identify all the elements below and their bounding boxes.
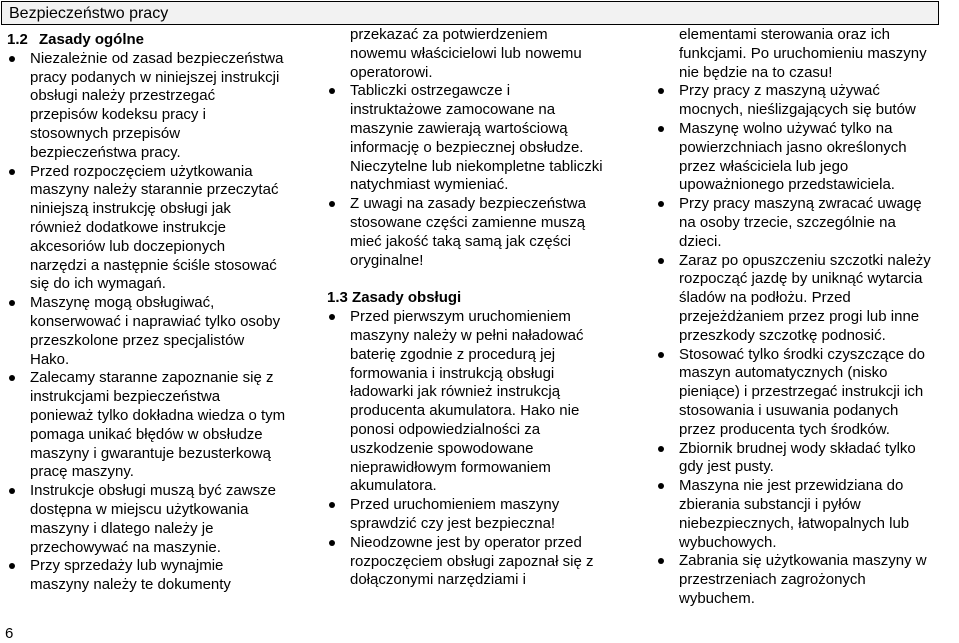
bullet-list: [6, 50, 316, 595]
text-line: instrukcjami bezpieczeństwa: [30, 388, 221, 406]
text-line: nieprawidłowym formowaniem: [350, 458, 551, 476]
list-item: [326, 534, 636, 590]
text-line: maszyny należy te dokumenty: [30, 576, 231, 594]
header-title: Bezpieczeństwo pracy: [9, 5, 169, 22]
bullet-icon: [9, 169, 15, 175]
text-line: elementami sterowania oraz ich: [679, 26, 890, 43]
text-line: przez właściciela lub jego: [679, 157, 849, 175]
text-line: pracę maszyny.: [30, 463, 134, 481]
text-line: sprawdzić czy jest bezpieczna!: [350, 514, 556, 532]
column-3: [655, 26, 959, 609]
text-line: stosowania i usuwania podanych: [679, 401, 899, 419]
text-line: natychmiast wymieniać.: [350, 176, 509, 194]
section-title: Zasady ogólne: [39, 31, 145, 48]
text-line: Przed rozpoczęciem użytkowania: [30, 162, 253, 180]
text-line: Zbiornik brudnej wody składać tylko: [679, 439, 916, 457]
list-item: [655, 252, 959, 346]
list-item: [6, 557, 316, 595]
section-title: Zasady obsługi: [352, 289, 462, 307]
bullet-list: [326, 308, 636, 590]
text-line: wybuchowych.: [679, 533, 777, 551]
text-line: akcesoriów lub doczepionych: [30, 237, 226, 255]
list-item: [655, 120, 959, 195]
list-item: [6, 50, 316, 163]
bullet-icon: [658, 352, 664, 358]
text-line: Instrukcje obsługi muszą być zawsze: [30, 482, 276, 500]
text-line: dołączonymi narzędziami i: [350, 571, 526, 589]
text-line: obsługi należy przestrzegać: [30, 87, 216, 105]
continuation-text: [655, 26, 959, 82]
text-line: pracy podanych w niniejszej instrukcji: [30, 68, 280, 86]
section-heading-1-2: [6, 31, 316, 50]
text-line: operatorowi.: [350, 63, 433, 81]
text-line: Maszynę wolno używać tylko na: [679, 119, 893, 137]
text-line: powierzchniach jasno określonych: [679, 138, 907, 156]
bullet-icon: [658, 201, 664, 207]
text-line: Nieodzowne jest by operator przed: [350, 533, 582, 551]
text-line: rozpoczęciem obsługi zapoznał się z: [350, 552, 594, 570]
text-line: rozpocząć jazdę by uniknąć wytarcia: [679, 270, 923, 288]
text-line: maszyny i gwarantuje bezusterkową: [30, 444, 271, 462]
text-line: Nieczytelne lub niekompletne tabliczki: [350, 157, 603, 175]
bullet-icon: [329, 502, 335, 508]
text-line: stosowane części zamienne muszą: [350, 213, 586, 231]
list-item: [655, 552, 959, 608]
bullet-list: [655, 82, 959, 608]
bullet-icon: [329, 540, 335, 546]
text-line: maszynie zawierają wartościową: [350, 119, 568, 137]
bullet-icon: [9, 300, 15, 306]
text-line: przez producenta tych środków.: [679, 420, 890, 438]
bullet-icon: [9, 563, 15, 569]
text-line: producenta akumulatora. Hako nie: [350, 402, 580, 420]
list-item: [326, 195, 636, 270]
text-line: instruktażowe zamocowane na: [350, 101, 556, 119]
text-line: przekazać za potwierdzeniem: [350, 26, 548, 43]
text-line: maszyny i dlatego należy je: [30, 519, 214, 537]
column-1: [6, 31, 316, 595]
text-line: nowemu właścicielowi lub nowemu: [350, 44, 582, 62]
bullet-icon: [9, 488, 15, 494]
text-line: baterię zgodnie z procedurą jej: [350, 345, 556, 363]
list-item: [655, 195, 959, 251]
text-line: bezpieczeństwa pracy.: [30, 143, 181, 161]
text-line: gdy jest pusty.: [679, 458, 774, 476]
list-item: [326, 308, 636, 496]
list-item: [6, 294, 316, 369]
list-item: [326, 82, 636, 195]
text-line: Z uwagi na zasady bezpieczeństwa: [350, 195, 586, 213]
text-line: mocnych, nieślizgających się butów: [679, 101, 916, 119]
text-line: zbierania substancji i pyłów: [679, 495, 861, 513]
text-line: śladów na podłożu. Przed: [679, 289, 851, 307]
text-line: oryginalne!: [350, 251, 424, 269]
text-line: ponieważ tylko dokładna wiedza o tym: [30, 406, 286, 424]
list-item: [6, 482, 316, 557]
bullet-icon: [658, 446, 664, 452]
list-item: [655, 477, 959, 552]
text-line: Przy sprzedaży lub wynajmie: [30, 557, 224, 575]
text-line: pieniące) i przestrzegać instrukcji ich: [679, 383, 924, 401]
text-line: maszyny należy w pełni naładować: [350, 326, 584, 344]
list-item: [655, 82, 959, 120]
text-line: formowania i instrukcją obsługi: [350, 364, 555, 382]
text-line: informację o bezpiecznej obsłudze.: [350, 138, 584, 156]
text-line: uszkodzenie spowodowane: [350, 439, 534, 457]
text-line: Maszynę mogą obsługiwać,: [30, 294, 215, 312]
text-line: Hako.: [30, 350, 70, 368]
text-line: niebezpiecznych, łatwopalnych lub: [679, 514, 910, 532]
text-line: Zabrania się użytkowania maszyny w: [679, 552, 927, 570]
text-line: upoważnionego przedstawiciela.: [679, 176, 895, 194]
bullet-list: [326, 82, 636, 270]
bullet-icon: [329, 88, 335, 94]
text-line: przechowywać na maszynie.: [30, 538, 221, 556]
spacer: [326, 270, 636, 289]
bullet-icon: [9, 56, 15, 62]
text-line: Przy pracy maszyną zwracać uwagę: [679, 195, 922, 213]
text-line: Stosować tylko środki czyszczące do: [679, 345, 925, 363]
page-header: [1, 1, 939, 25]
text-line: Przed uruchomieniem maszyny: [350, 496, 560, 514]
list-item: [6, 369, 316, 482]
text-line: Przy pracy z maszyną używać: [679, 82, 880, 100]
bullet-icon: [658, 126, 664, 132]
text-line: Zalecamy staranne zapoznanie się z: [30, 369, 274, 387]
bullet-icon: [658, 88, 664, 94]
text-line: przestrzeniach zagrożonych: [679, 571, 866, 589]
text-line: maszyn automatycznych (nisko: [679, 364, 888, 382]
bullet-icon: [329, 201, 335, 207]
text-line: maszyny należy starannie przeczytać: [30, 181, 279, 199]
text-line: Maszyna nie jest przewidziana do: [679, 477, 904, 495]
section-number: 1.2: [7, 31, 28, 48]
text-line: nie będzie na to czasu!: [679, 63, 833, 81]
section-number: 1.3: [327, 289, 348, 307]
continuation-text: [326, 26, 636, 82]
text-line: się do ich wymagań.: [30, 275, 166, 293]
text-line: narzędzi a następnie ściśle stosować: [30, 256, 277, 274]
bullet-icon: [658, 258, 664, 264]
text-line: mieć jakość taką samą jak części: [350, 232, 571, 250]
bullet-icon: [329, 314, 335, 320]
text-line: pomaga unikać błędów w obsłudze: [30, 425, 263, 443]
text-line: funkcjami. Po uruchomieniu maszyny: [679, 44, 927, 62]
text-line: przeszkolone przez specjalistów: [30, 331, 245, 349]
page-number: 6: [5, 625, 14, 642]
text-line: również dodatkowe instrukcje: [30, 218, 226, 236]
text-line: konserwować i naprawiać tylko osoby: [30, 312, 281, 330]
list-item: [326, 496, 636, 534]
text-line: Przed pierwszym uruchomieniem: [350, 308, 571, 326]
text-line: przejeżdżaniem przez progi lub inne: [679, 307, 920, 325]
bullet-icon: [9, 375, 15, 381]
text-line: niniejszą instrukcję obsługi jak: [30, 200, 231, 218]
section-heading-1-3: [326, 289, 636, 308]
column-2: [326, 26, 636, 590]
text-line: dzieci.: [679, 232, 722, 250]
bullet-icon: [658, 558, 664, 564]
text-line: ładowarki jak również instrukcją: [350, 383, 561, 401]
text-line: na osoby trzecie, szczególnie na: [679, 213, 896, 231]
list-item: [655, 346, 959, 440]
text-line: Niezależnie od zasad bezpieczeństwa: [30, 49, 284, 67]
text-line: dostępna w miejscu użytkowania: [30, 500, 249, 518]
text-line: Tabliczki ostrzegawcze i: [350, 82, 511, 100]
text-line: przeszkody szczotkę podnosić.: [679, 326, 886, 344]
list-item: [6, 163, 316, 295]
list-item: [655, 440, 959, 478]
text-line: stosownych przepisów: [30, 124, 181, 142]
text-line: akumulatora.: [350, 477, 437, 495]
bullet-icon: [658, 483, 664, 489]
text-line: Zaraz po opuszczeniu szczotki należy: [679, 251, 931, 269]
text-line: przepisów kodeksu pracy i: [30, 106, 206, 124]
text-line: wybuchem.: [679, 589, 755, 607]
text-line: ponosi odpowiedzialności za: [350, 420, 541, 438]
